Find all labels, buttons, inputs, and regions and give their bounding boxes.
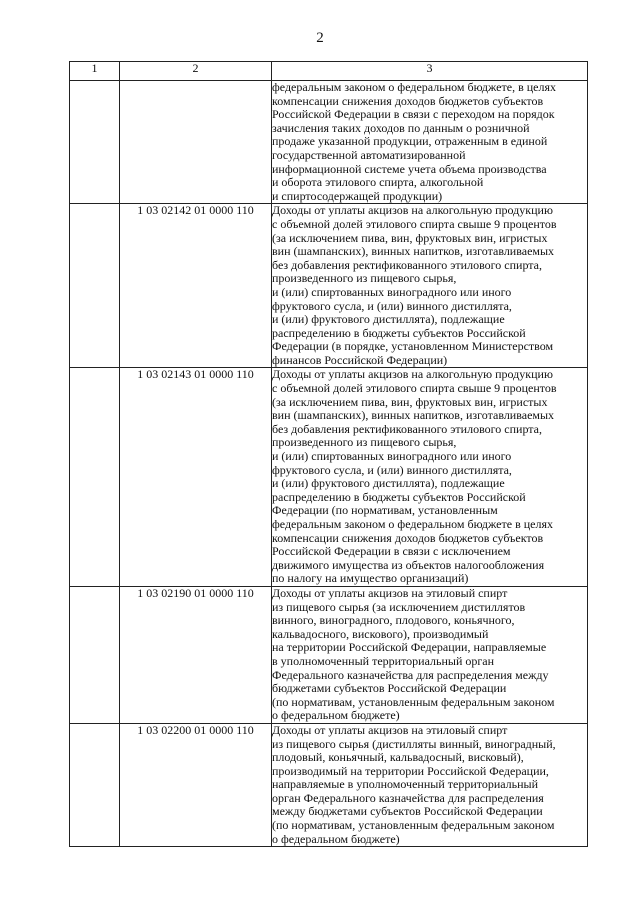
description-cell: Доходы от уплаты акцизов на этиловый спирт из пищевого сырья (дистилляты винный, виноградный, плодовый, коньячный, кальвадосный, висковый), производимый на территории Российской Федерации, направляемые в уполномоченный территориальный орган Федерального казначейства для распределения между бюджетами субъектов Российской Федерации (по нормативам, установленным федеральным законом о федеральном бюджете) (272, 723, 588, 846)
description-cell: федеральным законом о федеральном бюджете, в целях компенсации снижения доходов бюджетов субъектов Российской Федерации в связи с переходом на порядок зачисления таких доходов по данным о розничной продаже указанной продукции, отраженным в единой государственной автоматизированной информационной системе учета объема производства и оборота этилового спирта, алкогольной и спиртосодержащей продукции) (272, 81, 588, 204)
table-row (70, 586, 588, 723)
budget-code-cell (120, 81, 272, 204)
description-cell: Доходы от уплаты акцизов на алкогольную продукцию с объемной долей этилового спирта свыше 9 процентов (за исключением пива, вин, фруктовых вин, игристых вин (шампанских), винных напитков, изготавливаемых без добавления ректификованного этилового спирта, произведенного из пищевого сырья, и (или) спиртованных виноградного или иного фруктового сусла, и (или) винного дистиллята, и (или) фруктового дистиллята), подлежащие распределению в бюджеты субъектов Российской Федерации (в порядке, установленном Министерством финансов Российской Федерации) (272, 204, 588, 368)
column-header-1: 1 (70, 62, 120, 81)
row-number-cell (70, 81, 120, 204)
column-header-2: 2 (120, 62, 272, 81)
row-number-cell (70, 368, 120, 587)
row-number-cell (70, 586, 120, 723)
table-row (70, 723, 588, 846)
budget-code-cell: 1 03 02143 01 0000 110 (120, 368, 272, 587)
budget-code-cell: 1 03 02200 01 0000 110 (120, 723, 272, 846)
budget-code-cell: 1 03 02190 01 0000 110 (120, 586, 272, 723)
column-header-3: 3 (272, 62, 588, 81)
description-cell: Доходы от уплаты акцизов на алкогольную продукцию с объемной долей этилового спирта свыше 9 процентов (за исключением пива, вин, фруктовых вин, игристых вин (шампанских), винных напитков, изготавливаемых без добавления ректификованного этилового спирта, произведенного из пищевого сырья, и (или) спиртованных виноградного или иного фруктового сусла, и (или) винного дистиллята, и (или) фруктового дистиллята), подлежащие распределению в бюджеты субъектов Российской Федерации (по нормативам, установленным федеральным законом о федеральном бюджете в целях компенсации снижения доходов бюджетов субъектов Российской Федерации в связи с исключением движимого имущества из объектов налогообложения по налогу на имущество организаций) (272, 368, 588, 587)
row-number-cell (70, 723, 120, 846)
row-number-cell (70, 204, 120, 368)
description-cell: Доходы от уплаты акцизов на этиловый спирт из пищевого сырья (за исключением дистиллятов винного, виноградного, плодового, коньячного, кальвадосного, вискового), производимый на территории Российской Федерации, направляемые в уполномоченный территориальный орган Федерального казначейства для распределения между бюджетами субъектов Российской Федерации (по нормативам, установленным федеральным законом о федеральном бюджете) (272, 586, 588, 723)
table-row (70, 368, 588, 587)
table-header-row (70, 62, 588, 81)
table-row (70, 204, 588, 368)
table-row (70, 81, 588, 204)
budget-code-cell: 1 03 02142 01 0000 110 (120, 204, 272, 368)
budget-codes-table (69, 61, 588, 847)
page-number: 2 (316, 30, 324, 46)
